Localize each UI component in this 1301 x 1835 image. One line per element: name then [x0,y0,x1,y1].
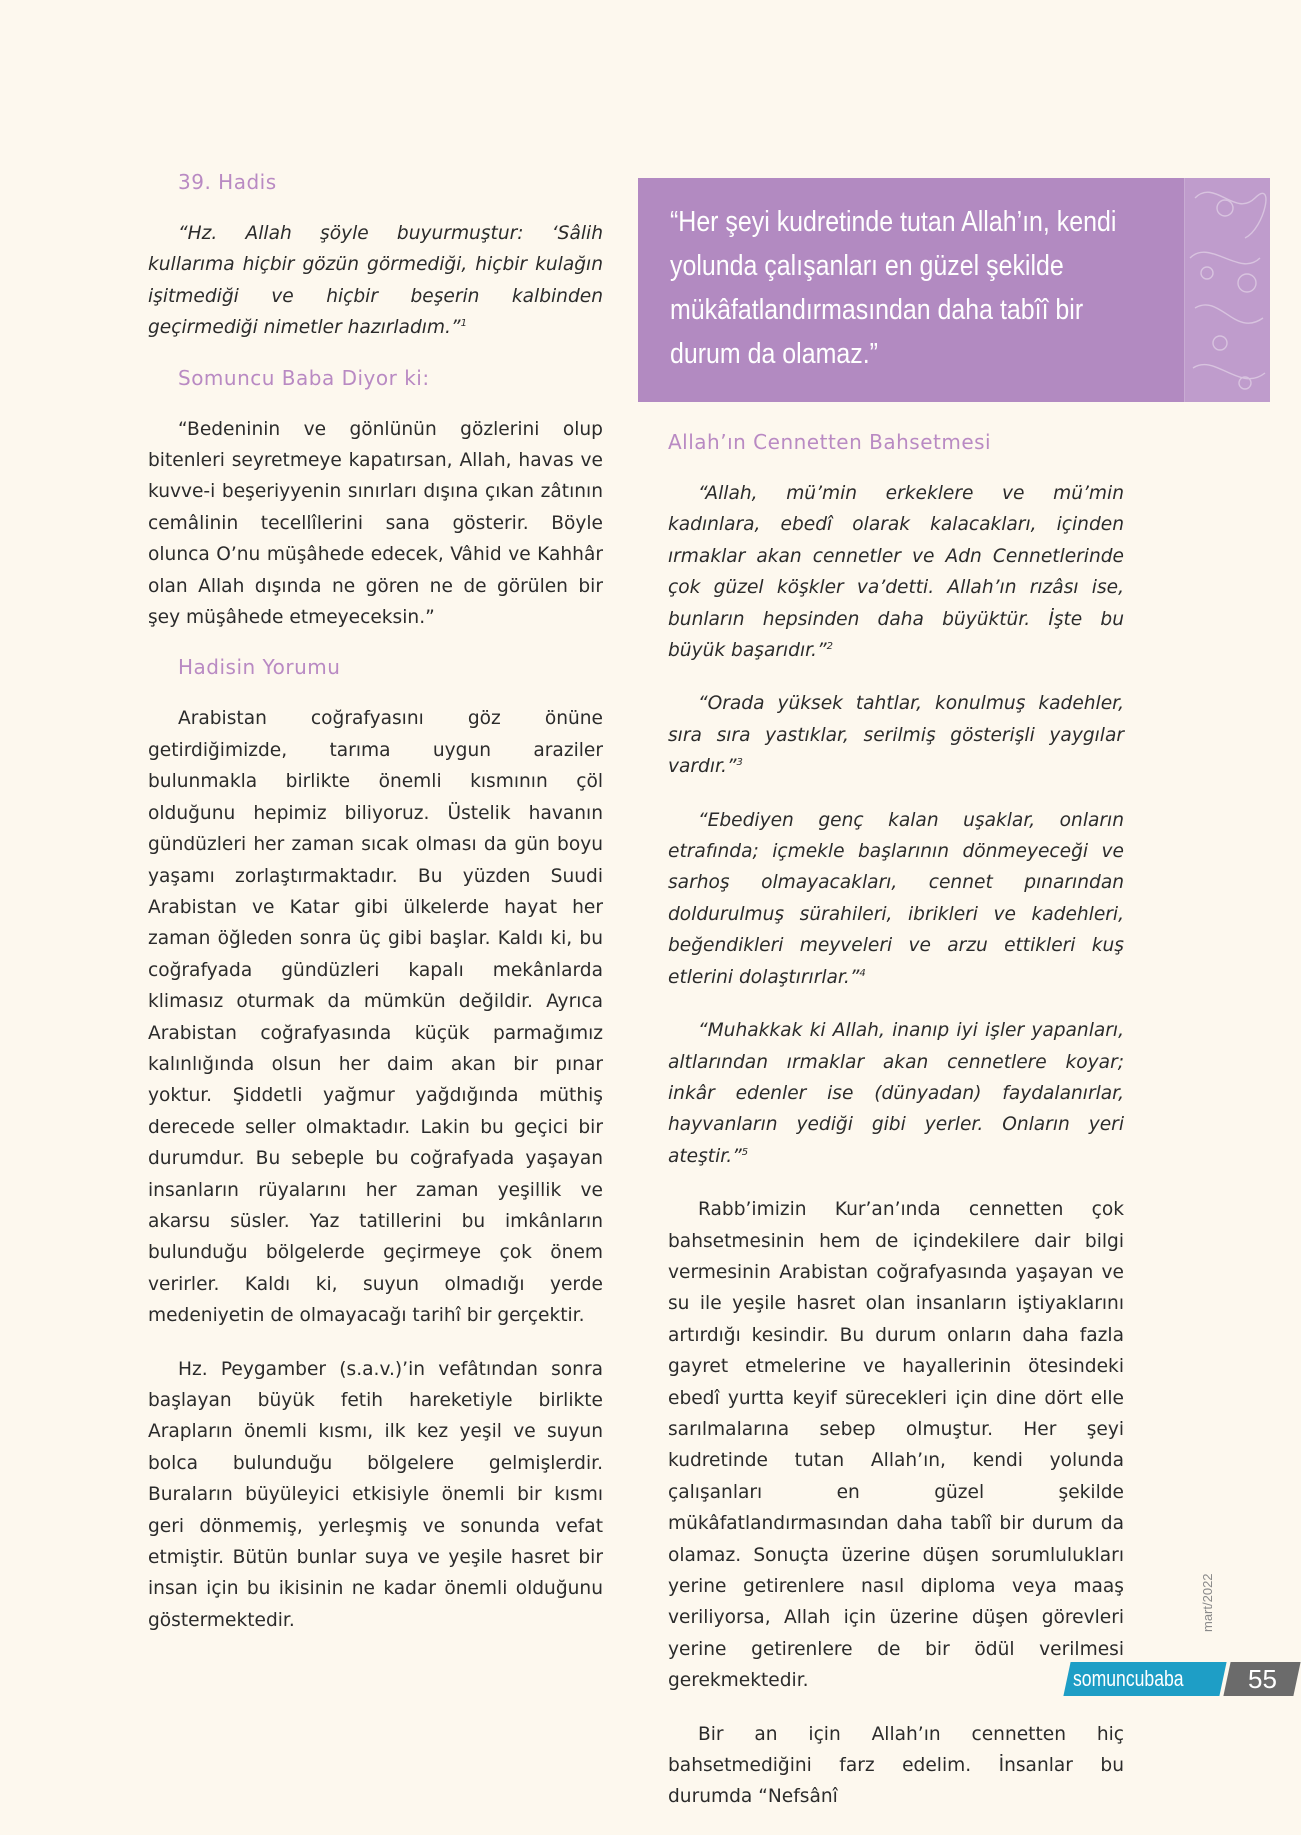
ayah-quote [668,688,1124,782]
footnote-ref: 1 [460,318,467,330]
body-paragraph: Bir an için Allah’ın cennetten hiç bahsetmediğini farz edelim. İnsanlar bu durumda “Nefsânî [668,1723,1124,1808]
section-heading-cennet: Allah’ın Cennetten Bahsetmesi [668,430,992,454]
ayah-quote [668,805,1124,993]
ayah-quote-text: “Ebediyen genç kalan uşaklar, onların etrafında; içmekle başlarının dönmeyeceği ve sarhoş olmayacakları, cennet pınarından doldurulmuş sürahileri, ibrikleri ve kadehleri, beğendikleri meyveleri ve arzu ettikleri kuş etlerini dolaştırırlar.” [668,809,1124,988]
issue-date: mart/2022 [1200,1573,1215,1632]
right-column [638,178,1270,1835]
ayah-quote-text: “Muhakkak ki Allah, inanıp iyi işler yapanları, altlarından ırmaklar akan cennetlere koyar; inkâr edenler ise (dünyadan) faydalanırlar, hayvanların yediği gibi yerler. Onların yeri ateştir.” [668,1020,1124,1167]
footnote-ref: 4 [859,967,866,979]
page-number-text: 55 [1247,1664,1277,1694]
section-heading-somuncu: Somuncu Baba Diyor ki: [178,365,430,390]
footnote-ref: 5 [741,1146,749,1158]
page-footer [1067,1662,1297,1696]
pull-quote: “Her şeyi kudretinde tutan Allah’ın, kendi yolunda çalışanları en güzel şekilde mükâfatlandırmasından daha tabîî bir durum da olamaz.” [670,206,1117,370]
page-number [1224,1662,1301,1696]
brand-name: somuncubaba [1073,1666,1184,1691]
ayah-quote [668,478,1124,666]
section-heading-hadis: 39. Hadis [178,170,277,194]
footnote-ref: 3 [736,757,743,769]
somuncu-quote: “Bedeninin ve gönlünün gözlerini olup bitenleri seyretmeye kapatırsan, Allah, havas ve kuvve-i beşeriyyenin sınırları dışına çıkan zâtının cemâlinin tecellîlerini sana gösterir. Böyle olunca O’nu müşâhede edecek, Vâhid ve Kahhâr olan Allah dışında ne gören ne de görülen bir şey müşâhede etmeyeceksin.” [148,418,603,629]
body-paragraph: Rabb’imizin Kur’an’ında cennetten çok bahsetmesinin hem de içindekilere dair bilgi vermesinin Arabistan coğrafyasında yaşayan ve su ile yeşile hasret olan insanların iştiyaklarını artırdığı kesindir. Bu durum onların daha fazla gayret etmelerine ve hayallerinin ötesindeki ebedî yurtta keyif sürecekleri için dine dört elle sarılmalarına sebep olmuştur. Her şeyi kudretinde tutan Allah’ın, kendi yolunda çalışanları en güzel şekilde mükâfatlandırmasından daha tabîî bir durum da olamaz. Sonuçta üzerine düşen sorumlulukları yerine getirenlere nasıl diploma veya maaş veriliyorsa, Allah için üzerine düşen görevleri yerine getirenlere de bir ödül verilmesi gerekmektedir. [668,1199,1124,1692]
pull-quote-box [638,178,1270,402]
ayah-quote-text: “Orada yüksek tahtlar, konulmuş kadehler, sıra sıra yastıklar, serilmiş gösterişli yaygılar vardır.” [668,693,1124,778]
left-column [148,170,603,1658]
section-heading-yorum: Hadisin Yorumu [178,655,341,680]
hadith-quote [148,218,603,344]
footnote-ref: 2 [826,640,833,652]
brand-logo [1063,1662,1226,1696]
floral-pattern-icon [1184,178,1270,402]
ayah-quote-text: “Allah, mü’min erkeklere ve mü’min kadınlara, ebedî olarak kalacakları, içinden ırmaklar akan cennetler ve Adn Cennetlerinde çok güzel köşkler va’detti. Allah’ın rızâsı ise, bunların hepsinden daha büyüktür. İşte bu büyük başarıdır.” [668,483,1124,662]
right-body [668,430,1124,1813]
body-paragraph: Hz. Peygamber (s.a.v.)’in vefâtından sonra başlayan büyük fetih hareketiyle birlikte Arapların önemli kısmı, ilk kez yeşil ve suyun bolca bulunduğu bölgelere gelmişlerdir. Buraların büyüleyici etkisiyle önemli bir kısmı geri dönmemiş, yerleşmiş ve sonunda vefat etmiştir. Bütün bunlar suya ve yeşile hasret bir insan için bu ikisinin ne kadar önemli olduğunu göstermektedir. [148,1358,603,1631]
body-paragraph: Arabistan coğrafyasını göz önüne getirdiğimizde, tarıma uygun araziler bulunmakla birlikte önemli kısmının çöl olduğunu hepimiz biliyoruz. Üstelik havanın gündüzleri her zaman sıcak olması da gün boyu yaşamı zorlaştırmaktadır. Bu yüzden Suudi Arabistan ve Katar gibi ülkelerde hayat her zaman öğleden sonra üç gibi başlar. Kaldı ki, bu coğrafyada gündüzleri kapalı mekânlarda klimasız oturmak da mümkün değildir. Ayrıca Arabistan coğrafyasında küçük parmağımız kalınlığında olsun her daim akan bir pınar yoktur. Şiddetli yağmur yağdığında müthiş derecede seller olmaktadır. Lakin bu geçici bir durumdur. Bu sebeple bu coğrafyada yaşayan insanların rüyalarını her zaman yeşillik ve akarsu süsler. Yaz tatillerini bu imkânların bulunduğu bölgelerde geçirmeye çok önem verirler. Kaldı ki, suyun olmadığı yerde medeniyetin de olmayacağı tarihî bir gerçektir. [148,708,603,1327]
hadith-quote-text: “Hz. Allah şöyle buyurmuştur: ‘Sâlih kullarıma hiçbir gözün görmediği, hiçbir kulağın işitmediği ve hiçbir beşerin kalbinden geçirmediği nimetler hazırladım.” [148,223,603,339]
ayah-quote [668,1015,1124,1172]
